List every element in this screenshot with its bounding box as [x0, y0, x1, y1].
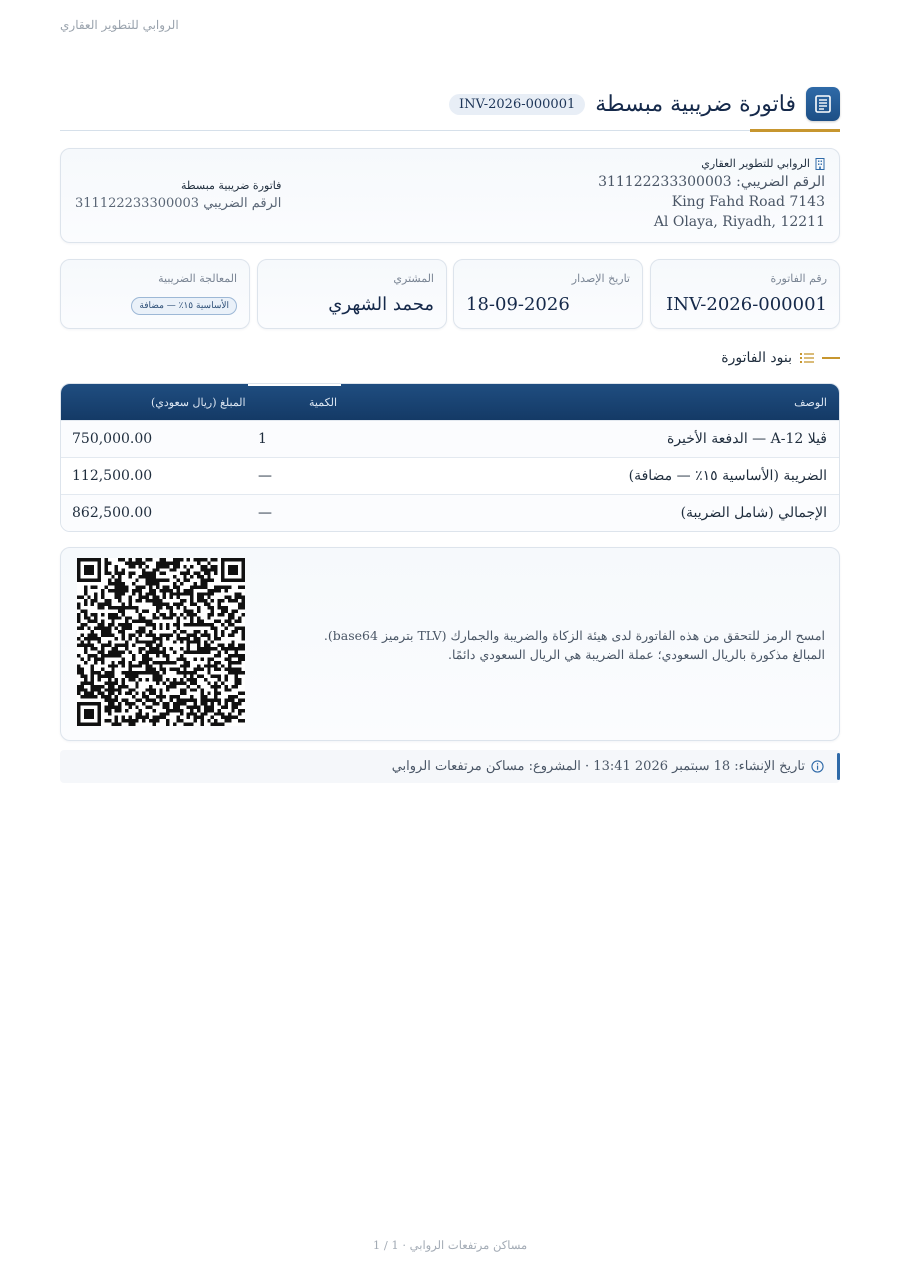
invoice-number-badge: INV-2026-000001 — [449, 94, 585, 115]
seller-card — [60, 148, 840, 243]
row-quantity: — — [258, 468, 272, 484]
zatca-qr-code — [77, 558, 245, 726]
tax-treatment-label: المعالجة الضريبية — [158, 272, 237, 285]
issue-date-card — [453, 259, 643, 329]
seller-address-line2: Al Olaya, Riyadh, 12211 — [653, 214, 825, 230]
seller-tax-number: الرقم الضريبي: 311122233300003 — [598, 174, 825, 190]
issue-date-label: تاريخ الإصدار — [571, 272, 630, 285]
creation-note — [60, 750, 840, 783]
tax-treatment-card — [60, 259, 250, 329]
column-header-amount: المبلغ (ريال سعودي) — [151, 396, 246, 409]
column-header-description: الوصف — [794, 396, 827, 409]
qr-instruction-line1: امسح الرمز للتحقق من هذه الفاتورة لدى هيئة الزكاة والضريبة والجمارك (TLV بترميز base64). — [323, 628, 825, 643]
seller-details — [598, 157, 825, 230]
row-amount: 112,500.00 — [72, 468, 153, 484]
items-table — [60, 383, 840, 532]
column-header-quantity: الكمية — [309, 396, 338, 409]
building-icon — [815, 158, 825, 170]
brand-watermark: الروابي للتطوير العقاري — [60, 18, 179, 32]
items-section-title: بنود الفاتورة — [721, 350, 792, 366]
tax-treatment-badge: الأساسية ١٥٪ — مضافة — [131, 297, 237, 315]
table-row — [61, 457, 839, 494]
note-accent-bar — [837, 753, 840, 780]
qr-instructions — [265, 626, 825, 665]
document-type-block — [75, 179, 281, 211]
qty-column-marker — [248, 384, 341, 386]
title-row — [449, 86, 840, 122]
buyer-value: محمد الشهري — [328, 294, 434, 315]
invoice-number-label: رقم الفاتورة — [770, 272, 827, 285]
title-accent-bar — [750, 129, 840, 132]
buyer-label: المشتري — [393, 272, 434, 285]
qr-instruction-line2: المبالغ مذكورة بالريال السعودي؛ عملة الضريبة هي الريال السعودي دائمًا. — [447, 647, 825, 663]
page-title: فاتورة ضريبية مبسطة — [595, 91, 796, 117]
row-description: الإجمالي (شامل الضريبة) — [680, 505, 827, 521]
row-description: الضريبة (الأساسية ١٥٪ — مضافة) — [628, 468, 827, 484]
buyer-card — [257, 259, 447, 329]
page-footer: مساكن مرتفعات الروابي · 1 / 1 — [372, 1238, 528, 1252]
qr-card — [60, 547, 840, 741]
document-type-label: فاتورة ضريبية مبسطة — [180, 179, 282, 192]
seller-name: الروابي للتطوير العقاري — [701, 157, 810, 170]
invoice-number-card — [650, 259, 840, 329]
seller-address-line1: King Fahd Road 7143 — [671, 194, 825, 210]
items-section-heading — [721, 350, 840, 366]
table-row — [61, 494, 839, 531]
title-divider — [60, 130, 840, 131]
section-accent-dash — [822, 357, 840, 359]
document-tax-id: الرقم الضريبي 311122233300003 — [75, 196, 282, 211]
row-amount: 862,500.00 — [72, 505, 153, 521]
document-icon — [806, 87, 840, 121]
seller-name-row — [598, 157, 825, 170]
creation-note-text: تاريخ الإنشاء: 18 سبتمبر 2026 13:41 · المشروع: مساكن مرتفعات الروابي — [391, 759, 805, 774]
row-amount: 750,000.00 — [72, 431, 153, 447]
row-description: ڤيلا A-12 — الدفعة الأخيرة — [666, 431, 827, 447]
table-row — [61, 420, 839, 457]
row-quantity: — — [258, 505, 272, 521]
table-header — [61, 384, 839, 420]
list-icon — [800, 352, 814, 364]
row-quantity: 1 — [258, 431, 267, 447]
issue-date-value: 18-09-2026 — [466, 294, 570, 315]
info-icon — [811, 760, 824, 773]
invoice-number-value: INV-2026-000001 — [666, 294, 827, 315]
note-content — [392, 759, 824, 774]
